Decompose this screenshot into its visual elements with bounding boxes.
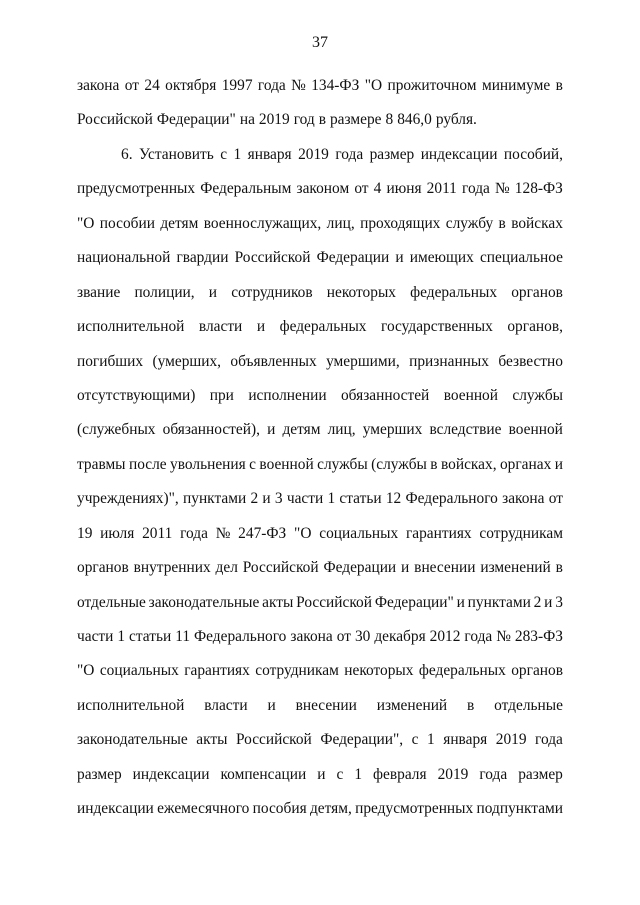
text-word: пунктами	[183, 490, 247, 508]
text-word: 3	[274, 490, 283, 508]
text-word: военной	[443, 386, 498, 404]
text-word: федеральных	[279, 318, 367, 336]
text-word: 2019	[495, 731, 527, 749]
text-word: 2019	[437, 765, 469, 783]
text-word: 2011	[426, 180, 457, 198]
text-line	[77, 108, 563, 142]
text-word: социальных	[99, 662, 179, 680]
text-word: от	[548, 490, 563, 508]
text-word: от	[124, 77, 139, 94]
text-word: года	[257, 77, 286, 94]
text-word: и	[262, 490, 271, 508]
text-word: детям	[160, 214, 199, 232]
text-word: июня	[386, 180, 422, 198]
text-word: проходящих	[360, 214, 441, 232]
text-word: компенсации	[220, 765, 307, 783]
text-word: акты	[262, 593, 294, 611]
text-word: в	[318, 111, 326, 129]
text-word: исполнительной	[77, 696, 185, 714]
text-word: "О	[294, 524, 312, 542]
text-word: Федерации	[323, 559, 397, 577]
text-word: признанных	[409, 352, 489, 370]
text-word: Российской	[242, 559, 319, 577]
text-word: лиц,	[327, 421, 356, 439]
text-word: год	[293, 111, 315, 129]
text-word: (служебных	[77, 421, 156, 439]
text-word: военнослужащих,	[203, 214, 322, 232]
text-word: и	[401, 559, 410, 577]
text-word: Российской	[77, 111, 153, 129]
text-word: детям,	[309, 800, 352, 818]
text-word: умершими,	[326, 352, 400, 370]
text-word: 2019	[298, 145, 329, 163]
text-word: и	[395, 249, 404, 267]
text-word: Федерации	[316, 249, 390, 267]
text-line	[77, 591, 563, 625]
text-word: обязанностей	[340, 386, 430, 404]
text-line	[77, 797, 563, 831]
text-word: в	[430, 455, 438, 473]
text-word: сотрудникам	[255, 662, 339, 680]
text-word: войсках,	[441, 455, 497, 473]
text-word: и	[456, 593, 465, 611]
text-word: части	[77, 628, 114, 645]
text-word: Федерации"	[374, 593, 454, 611]
text-word: минимуме	[481, 77, 551, 94]
text-word: Российской	[296, 593, 372, 611]
text-word: детям	[282, 421, 321, 439]
text-word: военной	[508, 421, 563, 439]
text-word: февраля	[373, 765, 427, 783]
text-word: власти	[204, 696, 248, 714]
text-word: января	[443, 731, 488, 749]
text-word: в	[467, 696, 475, 714]
text-word: федеральных	[410, 283, 498, 301]
text-word: органов,	[507, 318, 563, 336]
text-word: федеральных	[418, 662, 506, 680]
text-word: социальных	[319, 524, 399, 542]
text-word: органах	[499, 455, 552, 473]
text-word: года	[479, 765, 508, 783]
text-line	[77, 659, 563, 693]
text-word: лиц,	[326, 214, 355, 232]
text-word: службу	[445, 214, 494, 232]
text-word: 24	[144, 77, 160, 94]
text-word: рубля.	[435, 111, 477, 129]
text-word: закона	[502, 490, 545, 508]
text-word: 2011	[142, 524, 173, 542]
text-word: при	[209, 386, 234, 404]
text-word: №	[494, 180, 510, 198]
text-word: дел	[215, 559, 238, 577]
text-word: от	[354, 180, 369, 198]
text-word: индексации	[77, 800, 154, 818]
text-line	[77, 281, 563, 315]
text-word: с	[220, 145, 228, 163]
text-word: и	[544, 593, 553, 611]
text-line	[77, 625, 563, 659]
text-word: и	[267, 421, 276, 439]
text-word: декабря	[374, 628, 426, 645]
text-word: предусмотренных	[355, 800, 474, 818]
text-word: года	[464, 628, 493, 645]
text-word: 128-ФЗ	[514, 180, 563, 198]
text-word: закона	[77, 77, 120, 94]
text-word: гарантиях	[184, 662, 250, 680]
text-word: 1997	[221, 77, 253, 94]
text-word: размер	[77, 765, 122, 783]
text-line	[77, 487, 563, 521]
text-word: (службы	[371, 455, 427, 473]
text-word: отдельные	[494, 696, 563, 714]
text-word: органов	[511, 662, 563, 680]
text-line	[77, 177, 563, 211]
text-word: полиции,	[134, 283, 195, 301]
text-line	[77, 453, 563, 487]
text-word: и	[554, 455, 563, 473]
text-word: 2012	[429, 628, 461, 645]
text-word: и	[317, 765, 326, 783]
text-word: национальной	[77, 249, 171, 267]
text-word: с	[336, 765, 344, 783]
text-line	[77, 763, 563, 797]
text-word: 1	[233, 145, 242, 163]
text-word: Федерации",	[320, 731, 404, 749]
text-word: статьи	[339, 490, 382, 508]
text-line	[77, 556, 563, 590]
text-line	[77, 74, 563, 108]
text-word: вследствие	[429, 421, 502, 439]
text-word: законом	[296, 180, 350, 198]
text-word: в	[555, 559, 563, 577]
text-word: индексации	[132, 765, 210, 783]
text-word: с	[249, 455, 256, 473]
text-word: статьи	[129, 628, 172, 645]
text-word: Федерального	[194, 628, 287, 645]
text-word: в	[498, 214, 506, 232]
text-word: Российской	[234, 249, 311, 267]
text-word: Федерации"	[156, 111, 236, 129]
text-word: "О	[77, 214, 95, 232]
text-line	[77, 212, 563, 246]
text-word: умерших	[362, 421, 423, 439]
text-word: акты	[196, 731, 228, 749]
text-word: размер	[518, 765, 563, 783]
text-word: (умерших,	[152, 352, 222, 370]
text-line	[77, 143, 563, 177]
text-word: года	[335, 145, 364, 163]
text-word: погибших	[77, 352, 144, 370]
text-word: пособий,	[503, 145, 563, 163]
text-word: 247-ФЗ	[238, 524, 287, 542]
text-word: увольнения	[170, 455, 246, 473]
text-word: №	[215, 524, 231, 542]
text-word: 30	[354, 628, 371, 645]
text-word: части	[286, 490, 324, 508]
text-word: 3	[555, 593, 563, 611]
text-word: учреждениях)",	[77, 490, 179, 508]
text-word: 2	[250, 490, 259, 508]
text-word: №	[496, 628, 511, 645]
text-word: службы	[317, 455, 368, 473]
text-word: от	[336, 628, 351, 645]
text-word: 1	[327, 490, 336, 508]
text-word: и	[267, 696, 276, 714]
text-word: исполнении	[248, 386, 327, 404]
text-word: 1	[354, 765, 363, 783]
text-word: Установить	[138, 145, 214, 163]
text-word: "О	[77, 662, 95, 680]
text-word: власти	[198, 318, 243, 336]
text-word: объявленных	[230, 352, 317, 370]
text-word: индексации	[420, 145, 498, 163]
text-word: после	[128, 455, 167, 473]
text-word: ежемесячного	[157, 800, 250, 818]
text-word: гвардии	[176, 249, 229, 267]
text-line	[77, 315, 563, 349]
text-word: года	[180, 524, 208, 542]
text-word: января	[247, 145, 292, 163]
text-word: имеющих	[409, 249, 474, 267]
text-word: 1	[117, 628, 126, 645]
text-word: июля	[100, 524, 135, 542]
text-word: 8	[385, 111, 394, 129]
text-word: службы	[512, 386, 563, 404]
text-word: закона	[290, 628, 333, 645]
text-word: внутренних	[133, 559, 211, 577]
text-word: органов	[77, 559, 129, 577]
text-line	[77, 694, 563, 728]
text-word: размере	[329, 111, 382, 129]
text-word: 4	[373, 180, 382, 198]
text-line	[77, 350, 563, 384]
text-word: внесении	[414, 559, 476, 577]
text-word: отдельные	[77, 593, 146, 611]
text-word: пособия	[252, 800, 307, 818]
text-word: октября	[165, 77, 217, 94]
text-word: №	[291, 77, 306, 94]
text-word: 846,0	[397, 111, 432, 129]
text-line	[77, 418, 563, 452]
text-word: 12	[385, 490, 402, 508]
text-word: законодательные	[77, 731, 188, 749]
text-word: размер	[369, 145, 415, 163]
text-word: 11	[175, 628, 191, 645]
text-word: травмы	[77, 455, 126, 473]
text-word: Российской	[235, 731, 312, 749]
text-word: и	[208, 283, 218, 301]
text-word: изменений	[480, 559, 551, 577]
text-word: года	[462, 180, 490, 198]
text-word: специальное	[479, 249, 563, 267]
text-word: пунктами	[467, 593, 531, 611]
text-word: войсках	[511, 214, 563, 232]
page-number: 37	[312, 34, 328, 51]
text-word: 2	[533, 593, 542, 611]
text-word: Федеральным	[200, 180, 292, 198]
text-line	[77, 384, 563, 418]
text-line	[77, 522, 563, 556]
text-word: 1	[427, 731, 435, 749]
text-word: гарантиях	[405, 524, 472, 542]
text-word: 19	[77, 524, 93, 542]
text-word: предусмотренных	[77, 180, 196, 198]
text-word: некоторых	[326, 283, 396, 301]
text-word: отсутствующими)	[77, 386, 196, 404]
text-word: безвестно	[498, 352, 563, 370]
text-word: на	[239, 111, 255, 129]
text-line	[77, 728, 563, 762]
text-word: пособии	[99, 214, 155, 232]
document-body	[77, 74, 563, 832]
text-word: и	[256, 318, 266, 336]
text-word: военной	[259, 455, 314, 473]
text-word: звание	[77, 283, 121, 301]
text-word: прожиточном	[387, 77, 477, 94]
text-line	[77, 246, 563, 280]
text-word: 134-ФЗ	[311, 77, 360, 94]
text-word: года	[535, 731, 563, 749]
text-word: Федерального	[405, 490, 498, 508]
text-word: подпунктами	[476, 800, 563, 818]
text-word: органов	[511, 283, 563, 301]
text-word: в	[555, 77, 563, 94]
text-word: изменений	[376, 696, 448, 714]
text-word: 6.	[121, 145, 133, 163]
text-word: "О	[364, 77, 383, 94]
text-word: обязанностей),	[162, 421, 260, 439]
text-word: 2019	[258, 111, 290, 129]
text-word: с	[411, 731, 419, 749]
text-word: внесении	[295, 696, 357, 714]
text-word: некоторых	[344, 662, 414, 680]
text-word: государственных	[381, 318, 493, 336]
text-word: законодательные	[148, 593, 260, 611]
text-word: исполнительной	[77, 318, 185, 336]
text-word: сотрудникам	[479, 524, 563, 542]
text-word: 283-ФЗ	[514, 628, 563, 645]
text-word: сотрудников	[231, 283, 313, 301]
